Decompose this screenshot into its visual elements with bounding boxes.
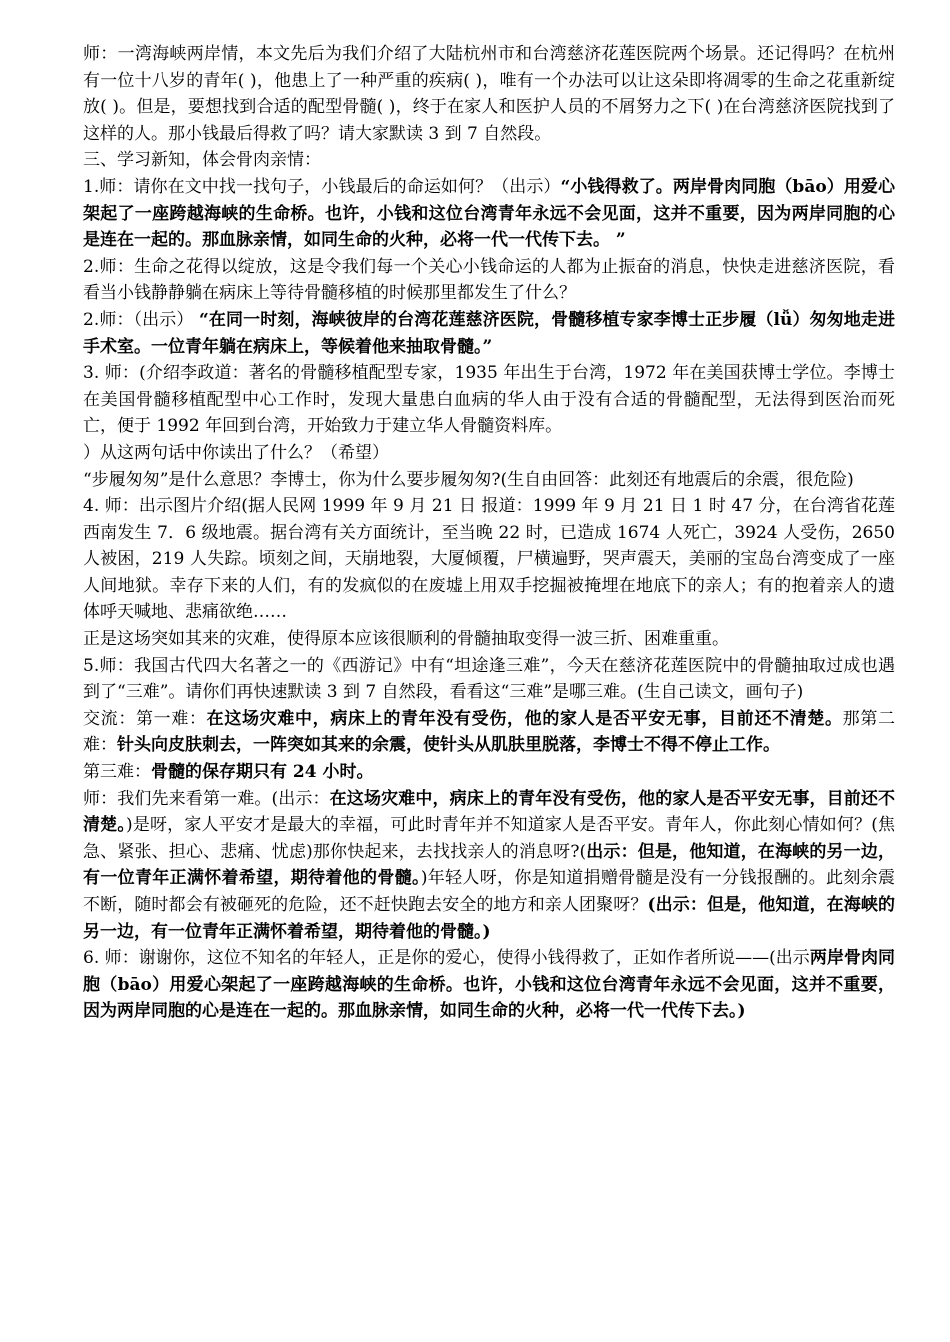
text-run: 6. 师：谢谢你，这位不知名的年轻人，正是你的爱心，使得小钱得救了，正如作者所说——(出示 xyxy=(83,948,810,969)
paragraph xyxy=(83,653,895,706)
paragraph xyxy=(83,759,895,786)
bold-text-run: 在这场灾难中，病床上的青年没有受伤，他的家人是否平安无事，目前还不清楚。 xyxy=(206,708,843,729)
paragraph xyxy=(83,147,895,174)
text-run: 4. 师：出示图片介绍(据人民网 1999 年 9 月 21 日 报道：1999 年 9 月 21 日 1 时 47 分，在台湾省花莲西南发生 7．6 级地震。据台湾有关方面统计，至当晚 22 时，已造成 1674 人死亡，3924 人受伤，2650 人被困，219 人失踪。顷刻之间，天崩地裂，大厦倾覆，尸横遍野，哭声震天，美丽的宝岛台湾变成了一座人间地狱。幸存下来的人们，有的发疯似的在废墟上用双手挖掘被掩埋在地底下的亲人；有的抱着亲人的遗体呼天喊地、悲痛欲绝…… xyxy=(83,496,895,623)
text-run: 3. 师：(介绍李政道：著名的骨髓移植配型专家，1935 年出生于台湾，1972 年在美国获博士学位。李博士在美国骨髓移植配型中心工作时，发现大量患白血病的华人由于没有合适的骨髓配型，无法得到医治而死亡，便于 1992 年回到台湾，开始致力于建立华人骨髓资料库。 xyxy=(83,363,895,437)
text-run: 交流：第一难： xyxy=(83,708,207,729)
text-run: 2.师：生命之花得以绽放，这是令我们每一个关心小钱命运的人都为止振奋的消息，快快走进慈济医院，看看当小钱静静躺在病床上等待骨髓移植的时候那里都发生了什么？ xyxy=(83,256,895,304)
paragraph xyxy=(83,440,895,467)
paragraph xyxy=(83,307,895,360)
text-run: 2.师：（出示） xyxy=(83,309,200,330)
bold-text-run: (出示：但是，他知道，在海峡的另一边，有一位青年正满怀着希望，期待着他的骨髓。) xyxy=(83,895,896,942)
bold-text-run: 两岸骨肉同胞（bāo）用爱心架起了一座跨越海峡的生命桥。也许，小钱和这位台湾青年永远不会见面，这并不重要，因为两岸同胞的心是连在一起的。那血脉亲情，如同生命的火种，必将一代一代传下去。) xyxy=(83,948,895,1022)
text-run: 5.师：我国古代四大名著之一的《西游记》中有“坦途逢三难”，今天在慈济花莲医院中的骨髓抽取过成也遇到了“三难”。请你们再快速默读 3 到 7 自然段，看看这“三难”是哪三难。(生自己读文，画句子) xyxy=(83,655,895,703)
bold-text-run: 在这场灾难中，病床上的青年没有受伤，他的家人是否平安无事，目前还不清楚。 xyxy=(83,788,896,836)
text-run: ）从这两句话中你读出了什么？（希望） xyxy=(83,442,389,463)
text-run: 师：我们先来看第一难。(出示： xyxy=(83,788,330,809)
paragraph xyxy=(83,467,895,494)
text-run: 师：一湾海峡两岸情，本文先后为我们介绍了大陆杭州市和台湾慈济花莲医院两个场景。还记得吗？在杭州有一位十八岁的青年( )，他患上了一种严重的疾病( )，唯有一个办法可以让这朵即将凋零的生命之花重新绽放( )。但是，要想找到合适的配型骨髓( )，终于在家人和医护人员的不屑努力之下( )在台湾慈济医院找到了这样的人。那小钱最后得救了吗？请大家默读 3 到 7 自然段。 xyxy=(83,44,895,144)
text-run: 那第二难： xyxy=(83,708,896,756)
paragraph xyxy=(83,493,895,626)
text-run: )是呀，家人平安才是最大的幸福，可此时青年并不知道家人是否平安。青年人，你此刻心情如何？(焦急、紧张、担心、悲痛、忧虑)那你快起来，去找找亲人的消息呀?( xyxy=(83,815,895,862)
text-run: 1.师：请你在文中找一找句子，小钱最后的命运如何？（出示） xyxy=(83,176,561,197)
bold-text-run: “小钱得救了。两岸骨肉同胞（bāo）用爱心架起了一座跨越海峡的生命桥。也许，小钱和这位台湾青年永远不会见面，这并不重要，因为两岸同胞的心是连在一起的。那血脉亲情，如同生命的火种，必将一代一代传下去。 ” xyxy=(83,176,896,251)
paragraph xyxy=(83,626,895,653)
paragraph xyxy=(83,786,895,946)
text-run: )年轻人呀，你是知道捐赠骨髓是没有一分钱报酬的。此刻余震不断，随时都会有被砸死的危险，还不赶快跑去安全的地方和亲人团聚呀？ xyxy=(83,868,895,915)
paragraph xyxy=(83,41,895,147)
paragraph xyxy=(83,174,895,254)
text-run: “步履匆匆”是什么意思？李博士，你为什么要步履匆匆?(生自由回答：此刻还有地震后的余震，很危险) xyxy=(83,469,854,490)
bold-text-run: 针头向皮肤刺去，一阵突如其来的余震，使针头从肌肤里脱落，李博士不得不停止工作。 xyxy=(117,735,780,756)
paragraph xyxy=(83,254,895,307)
text-run: 三、学习新知，体会骨肉亲情： xyxy=(83,150,321,171)
text-run: 正是这场突如其来的灾难，使得原本应该很顺利的骨髓抽取变得一波三折、困难重重。 xyxy=(83,629,729,650)
paragraph xyxy=(83,706,895,759)
text-run: 第三难： xyxy=(83,762,151,783)
paragraph xyxy=(83,360,895,440)
paragraph xyxy=(83,945,895,1025)
bold-text-run: “在同一时刻，海峡彼岸的台湾花莲慈济医院，骨髓移植专家李博士正步履（lǚ）匆匆地走进手术室。一位青年躺在病床上，等候着他来抽取骨髓。” xyxy=(83,309,895,357)
bold-text-run: 骨髓的保存期只有 24 小时。 xyxy=(151,762,374,783)
bold-text-run: 出示：但是，他知道，在海峡的另一边，有一位青年正满怀着希望，期待着他的骨髓。 xyxy=(83,841,895,889)
